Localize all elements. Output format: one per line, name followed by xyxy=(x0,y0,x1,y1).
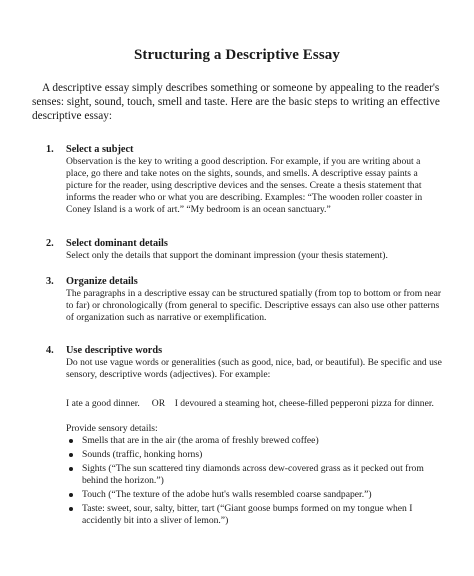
list-item xyxy=(66,435,450,447)
list-item-text: Smells that are in the air (the aroma of freshly brewed coffee) xyxy=(82,435,319,446)
step-heading-text: Use descriptive words xyxy=(66,345,163,356)
page-title: Structuring a Descriptive Essay xyxy=(133,47,340,63)
step-heading xyxy=(46,345,446,357)
list-item-text: Sights (“The sun scattered tiny diamonds across dew-covered grass as it pecked out from behind the horizon.”) xyxy=(82,463,424,486)
step-number: 3. xyxy=(46,276,54,287)
intro-paragraph: A descriptive essay simply describes something or someone by appealing to the reader's senses: sight, sound, touch, smell and taste. Here are the basic steps to writing an effective descriptive essay: xyxy=(32,82,440,122)
step-number: 1. xyxy=(46,144,54,155)
step-organize-details xyxy=(46,276,446,324)
step-body: Observation is the key to writing a good description. For example, if you are writing about a place, go there and take notes on the sights, sounds, and smells. A descriptive essay paints a picture for the reader, using descriptive devices and the senses. Create a thesis statement that informs the reader who or what you are describing. Examples: “The wooden roller coaster in Coney Island is a work of art.” “My bedroom is an ocean sanctuary.” xyxy=(66,156,423,215)
example-sentence: I ate a good dinner. OR I devoured a steaming hot, cheese-filled pepperoni pizza for dinner. xyxy=(66,398,434,409)
list-item-text: Touch (“The texture of the adobe hut's walls resembled coarse sandpaper.”) xyxy=(82,489,372,500)
list-item xyxy=(66,503,450,527)
bullet-icon xyxy=(69,467,73,471)
step-heading xyxy=(46,144,446,156)
step-heading-text: Organize details xyxy=(66,276,138,287)
step-heading-text: Select a subject xyxy=(66,144,134,155)
step-select-dominant-details xyxy=(46,238,446,262)
step-body: Do not use vague words or generalities (such as good, nice, bad, or beautiful). Be specific and use sensory, descriptive words (adjectives). For example: xyxy=(66,357,442,380)
bullet-icon xyxy=(69,439,73,443)
step-select-subject xyxy=(46,144,446,216)
step-use-descriptive-words xyxy=(46,345,446,381)
bullet-icon xyxy=(69,507,73,511)
sensory-details-list xyxy=(66,435,450,529)
sensory-details-label: Provide sensory details: xyxy=(66,423,158,434)
step-number: 4. xyxy=(46,345,54,356)
step-body: Select only the details that support the dominant impression (your thesis statement). xyxy=(66,250,388,261)
step-heading xyxy=(46,276,446,288)
list-item-text: Taste: sweet, sour, salty, bitter, tart (“Giant goose bumps formed on my tongue when I accidently bit into a sliver of lemon.”) xyxy=(82,503,413,526)
step-heading-text: Select dominant details xyxy=(66,238,168,249)
bullet-icon xyxy=(69,453,73,457)
list-item-text: Sounds (traffic, honking horns) xyxy=(82,449,203,460)
list-item xyxy=(66,463,450,487)
bullet-icon xyxy=(69,493,73,497)
step-heading xyxy=(46,238,446,250)
list-item xyxy=(66,449,450,461)
step-number: 2. xyxy=(46,238,54,249)
step-body: The paragraphs in a descriptive essay can be structured spatially (from top to bottom or from near to far) or chronologically (from general to specific. Descriptive essays can also use other patterns of organization such as narrative or exemplification. xyxy=(66,288,442,323)
list-item xyxy=(66,489,450,501)
